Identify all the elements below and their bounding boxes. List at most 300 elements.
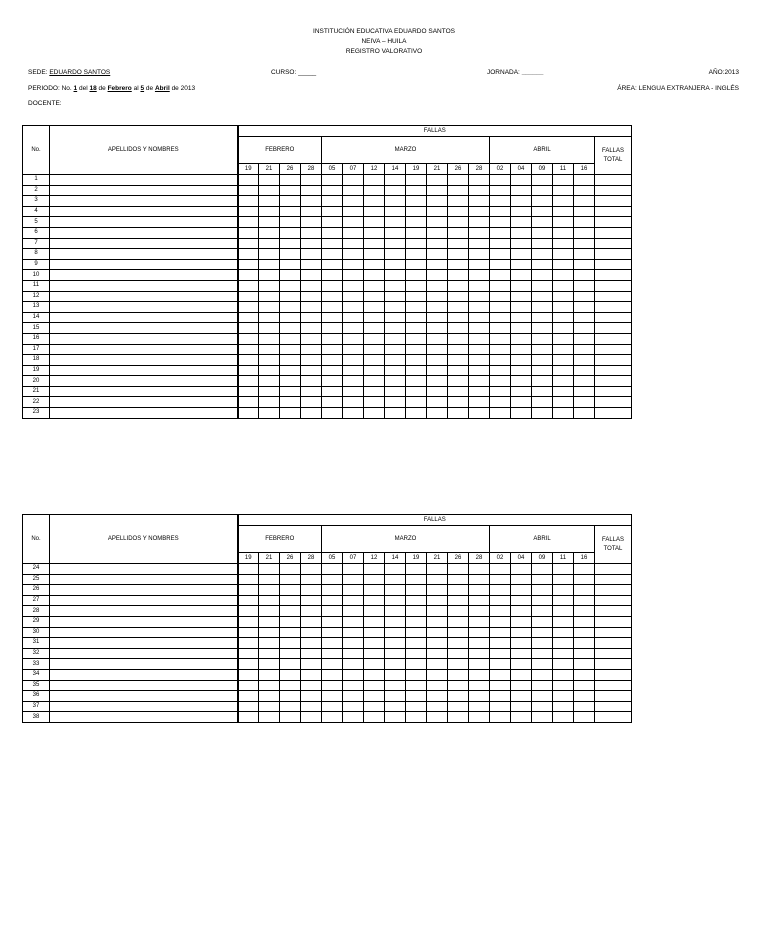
absence-cell[interactable] [259, 227, 280, 238]
absence-cell[interactable] [427, 376, 448, 387]
absence-cell[interactable] [406, 638, 427, 649]
fallas-total-cell[interactable] [595, 659, 632, 670]
student-name-cell[interactable] [50, 595, 238, 606]
absence-cell[interactable] [511, 616, 532, 627]
absence-cell[interactable] [574, 355, 595, 366]
absence-cell[interactable] [406, 238, 427, 249]
fallas-total-cell[interactable] [595, 638, 632, 649]
student-name-cell[interactable] [50, 627, 238, 638]
absence-cell[interactable] [574, 585, 595, 596]
absence-cell[interactable] [259, 397, 280, 408]
absence-cell[interactable] [406, 680, 427, 691]
absence-cell[interactable] [448, 627, 469, 638]
absence-cell[interactable] [448, 691, 469, 702]
absence-cell[interactable] [364, 344, 385, 355]
absence-cell[interactable] [490, 355, 511, 366]
absence-cell[interactable] [427, 323, 448, 334]
absence-cell[interactable] [301, 302, 322, 313]
absence-cell[interactable] [553, 280, 574, 291]
fallas-total-cell[interactable] [595, 206, 632, 217]
absence-cell[interactable] [406, 312, 427, 323]
absence-cell[interactable] [385, 206, 406, 217]
absence-cell[interactable] [427, 585, 448, 596]
absence-cell[interactable] [322, 355, 343, 366]
absence-cell[interactable] [385, 175, 406, 186]
absence-cell[interactable] [553, 323, 574, 334]
absence-cell[interactable] [469, 712, 490, 723]
absence-cell[interactable] [574, 249, 595, 260]
absence-cell[interactable] [238, 616, 259, 627]
absence-cell[interactable] [427, 397, 448, 408]
absence-cell[interactable] [406, 712, 427, 723]
absence-cell[interactable] [343, 185, 364, 196]
absence-cell[interactable] [427, 249, 448, 260]
absence-cell[interactable] [427, 659, 448, 670]
absence-cell[interactable] [511, 323, 532, 334]
absence-cell[interactable] [259, 712, 280, 723]
absence-cell[interactable] [238, 638, 259, 649]
absence-cell[interactable] [343, 344, 364, 355]
absence-cell[interactable] [511, 280, 532, 291]
absence-cell[interactable] [448, 259, 469, 270]
absence-cell[interactable] [322, 333, 343, 344]
absence-cell[interactable] [343, 397, 364, 408]
absence-cell[interactable] [490, 648, 511, 659]
absence-cell[interactable] [259, 638, 280, 649]
absence-cell[interactable] [553, 185, 574, 196]
absence-cell[interactable] [364, 691, 385, 702]
absence-cell[interactable] [469, 344, 490, 355]
absence-cell[interactable] [532, 175, 553, 186]
absence-cell[interactable] [343, 712, 364, 723]
absence-cell[interactable] [511, 585, 532, 596]
absence-cell[interactable] [511, 270, 532, 281]
absence-cell[interactable] [301, 217, 322, 228]
absence-cell[interactable] [385, 574, 406, 585]
absence-cell[interactable] [532, 312, 553, 323]
absence-cell[interactable] [238, 270, 259, 281]
absence-cell[interactable] [448, 365, 469, 376]
absence-cell[interactable] [238, 280, 259, 291]
absence-cell[interactable] [490, 259, 511, 270]
absence-cell[interactable] [427, 344, 448, 355]
absence-cell[interactable] [385, 291, 406, 302]
student-name-cell[interactable] [50, 574, 238, 585]
fallas-total-cell[interactable] [595, 365, 632, 376]
absence-cell[interactable] [385, 595, 406, 606]
absence-cell[interactable] [238, 680, 259, 691]
absence-cell[interactable] [448, 574, 469, 585]
absence-cell[interactable] [448, 302, 469, 313]
absence-cell[interactable] [511, 574, 532, 585]
absence-cell[interactable] [343, 217, 364, 228]
absence-cell[interactable] [532, 648, 553, 659]
absence-cell[interactable] [364, 376, 385, 387]
absence-cell[interactable] [364, 206, 385, 217]
fallas-total-cell[interactable] [595, 585, 632, 596]
absence-cell[interactable] [406, 408, 427, 419]
absence-cell[interactable] [511, 291, 532, 302]
absence-cell[interactable] [469, 185, 490, 196]
absence-cell[interactable] [511, 606, 532, 617]
student-name-cell[interactable] [50, 606, 238, 617]
absence-cell[interactable] [364, 585, 385, 596]
absence-cell[interactable] [406, 302, 427, 313]
absence-cell[interactable] [553, 291, 574, 302]
absence-cell[interactable] [343, 333, 364, 344]
absence-cell[interactable] [364, 312, 385, 323]
absence-cell[interactable] [385, 627, 406, 638]
absence-cell[interactable] [427, 333, 448, 344]
fallas-total-cell[interactable] [595, 291, 632, 302]
absence-cell[interactable] [343, 386, 364, 397]
absence-cell[interactable] [259, 680, 280, 691]
absence-cell[interactable] [343, 291, 364, 302]
absence-cell[interactable] [427, 291, 448, 302]
absence-cell[interactable] [280, 376, 301, 387]
absence-cell[interactable] [448, 206, 469, 217]
absence-cell[interactable] [280, 280, 301, 291]
absence-cell[interactable] [238, 344, 259, 355]
absence-cell[interactable] [301, 344, 322, 355]
absence-cell[interactable] [427, 238, 448, 249]
absence-cell[interactable] [364, 302, 385, 313]
absence-cell[interactable] [532, 691, 553, 702]
absence-cell[interactable] [280, 312, 301, 323]
absence-cell[interactable] [280, 344, 301, 355]
absence-cell[interactable] [553, 344, 574, 355]
absence-cell[interactable] [553, 206, 574, 217]
absence-cell[interactable] [238, 196, 259, 207]
absence-cell[interactable] [301, 333, 322, 344]
absence-cell[interactable] [532, 196, 553, 207]
student-name-cell[interactable] [50, 701, 238, 712]
absence-cell[interactable] [322, 397, 343, 408]
absence-cell[interactable] [259, 691, 280, 702]
absence-cell[interactable] [427, 616, 448, 627]
student-name-cell[interactable] [50, 659, 238, 670]
absence-cell[interactable] [448, 386, 469, 397]
student-name-cell[interactable] [50, 691, 238, 702]
absence-cell[interactable] [553, 249, 574, 260]
absence-cell[interactable] [322, 638, 343, 649]
absence-cell[interactable] [343, 701, 364, 712]
absence-cell[interactable] [448, 712, 469, 723]
absence-cell[interactable] [574, 333, 595, 344]
absence-cell[interactable] [343, 659, 364, 670]
absence-cell[interactable] [364, 323, 385, 334]
absence-cell[interactable] [322, 701, 343, 712]
absence-cell[interactable] [532, 376, 553, 387]
absence-cell[interactable] [259, 595, 280, 606]
absence-cell[interactable] [532, 217, 553, 228]
absence-cell[interactable] [259, 312, 280, 323]
absence-cell[interactable] [238, 386, 259, 397]
absence-cell[interactable] [532, 680, 553, 691]
absence-cell[interactable] [301, 595, 322, 606]
absence-cell[interactable] [553, 376, 574, 387]
absence-cell[interactable] [448, 564, 469, 575]
fallas-total-cell[interactable] [595, 196, 632, 207]
absence-cell[interactable] [343, 680, 364, 691]
absence-cell[interactable] [469, 595, 490, 606]
fallas-total-cell[interactable] [595, 280, 632, 291]
absence-cell[interactable] [322, 217, 343, 228]
absence-cell[interactable] [511, 712, 532, 723]
absence-cell[interactable] [280, 669, 301, 680]
absence-cell[interactable] [343, 564, 364, 575]
absence-cell[interactable] [448, 376, 469, 387]
absence-cell[interactable] [385, 659, 406, 670]
absence-cell[interactable] [322, 691, 343, 702]
absence-cell[interactable] [259, 196, 280, 207]
absence-cell[interactable] [469, 291, 490, 302]
absence-cell[interactable] [490, 323, 511, 334]
absence-cell[interactable] [364, 227, 385, 238]
absence-cell[interactable] [469, 669, 490, 680]
absence-cell[interactable] [574, 595, 595, 606]
absence-cell[interactable] [574, 659, 595, 670]
absence-cell[interactable] [427, 217, 448, 228]
absence-cell[interactable] [385, 564, 406, 575]
absence-cell[interactable] [511, 386, 532, 397]
absence-cell[interactable] [259, 386, 280, 397]
absence-cell[interactable] [322, 323, 343, 334]
student-name-cell[interactable] [50, 217, 238, 228]
absence-cell[interactable] [343, 574, 364, 585]
absence-cell[interactable] [448, 217, 469, 228]
absence-cell[interactable] [490, 376, 511, 387]
absence-cell[interactable] [469, 408, 490, 419]
absence-cell[interactable] [448, 408, 469, 419]
absence-cell[interactable] [343, 323, 364, 334]
absence-cell[interactable] [385, 259, 406, 270]
absence-cell[interactable] [532, 564, 553, 575]
absence-cell[interactable] [280, 386, 301, 397]
absence-cell[interactable] [553, 270, 574, 281]
absence-cell[interactable] [280, 249, 301, 260]
absence-cell[interactable] [364, 616, 385, 627]
student-name-cell[interactable] [50, 259, 238, 270]
absence-cell[interactable] [511, 196, 532, 207]
absence-cell[interactable] [301, 238, 322, 249]
absence-cell[interactable] [238, 323, 259, 334]
student-name-cell[interactable] [50, 196, 238, 207]
absence-cell[interactable] [322, 227, 343, 238]
absence-cell[interactable] [406, 270, 427, 281]
absence-cell[interactable] [553, 227, 574, 238]
absence-cell[interactable] [301, 701, 322, 712]
fallas-total-cell[interactable] [595, 238, 632, 249]
absence-cell[interactable] [259, 376, 280, 387]
absence-cell[interactable] [322, 712, 343, 723]
absence-cell[interactable] [259, 206, 280, 217]
fallas-total-cell[interactable] [595, 302, 632, 313]
absence-cell[interactable] [469, 648, 490, 659]
absence-cell[interactable] [553, 312, 574, 323]
fallas-total-cell[interactable] [595, 648, 632, 659]
absence-cell[interactable] [469, 323, 490, 334]
absence-cell[interactable] [553, 333, 574, 344]
absence-cell[interactable] [238, 175, 259, 186]
absence-cell[interactable] [259, 259, 280, 270]
absence-cell[interactable] [385, 270, 406, 281]
absence-cell[interactable] [343, 227, 364, 238]
absence-cell[interactable] [532, 323, 553, 334]
absence-cell[interactable] [490, 291, 511, 302]
absence-cell[interactable] [574, 196, 595, 207]
fallas-total-cell[interactable] [595, 312, 632, 323]
absence-cell[interactable] [385, 376, 406, 387]
absence-cell[interactable] [238, 659, 259, 670]
absence-cell[interactable] [406, 280, 427, 291]
absence-cell[interactable] [238, 627, 259, 638]
absence-cell[interactable] [427, 564, 448, 575]
student-name-cell[interactable] [50, 376, 238, 387]
absence-cell[interactable] [490, 638, 511, 649]
absence-cell[interactable] [364, 386, 385, 397]
absence-cell[interactable] [511, 648, 532, 659]
absence-cell[interactable] [490, 659, 511, 670]
absence-cell[interactable] [301, 280, 322, 291]
absence-cell[interactable] [448, 175, 469, 186]
absence-cell[interactable] [469, 691, 490, 702]
absence-cell[interactable] [574, 712, 595, 723]
absence-cell[interactable] [322, 659, 343, 670]
absence-cell[interactable] [385, 691, 406, 702]
absence-cell[interactable] [448, 185, 469, 196]
student-name-cell[interactable] [50, 397, 238, 408]
absence-cell[interactable] [511, 227, 532, 238]
absence-cell[interactable] [259, 238, 280, 249]
student-name-cell[interactable] [50, 312, 238, 323]
absence-cell[interactable] [427, 691, 448, 702]
absence-cell[interactable] [469, 365, 490, 376]
absence-cell[interactable] [385, 302, 406, 313]
absence-cell[interactable] [553, 386, 574, 397]
absence-cell[interactable] [553, 585, 574, 596]
absence-cell[interactable] [301, 365, 322, 376]
absence-cell[interactable] [364, 595, 385, 606]
absence-cell[interactable] [427, 669, 448, 680]
absence-cell[interactable] [469, 259, 490, 270]
student-name-cell[interactable] [50, 323, 238, 334]
absence-cell[interactable] [448, 323, 469, 334]
absence-cell[interactable] [238, 355, 259, 366]
absence-cell[interactable] [301, 669, 322, 680]
absence-cell[interactable] [406, 606, 427, 617]
absence-cell[interactable] [364, 196, 385, 207]
absence-cell[interactable] [511, 312, 532, 323]
absence-cell[interactable] [259, 648, 280, 659]
absence-cell[interactable] [322, 595, 343, 606]
absence-cell[interactable] [469, 638, 490, 649]
absence-cell[interactable] [301, 638, 322, 649]
absence-cell[interactable] [280, 574, 301, 585]
absence-cell[interactable] [469, 302, 490, 313]
absence-cell[interactable] [574, 323, 595, 334]
student-name-cell[interactable] [50, 585, 238, 596]
absence-cell[interactable] [532, 701, 553, 712]
absence-cell[interactable] [553, 648, 574, 659]
absence-cell[interactable] [280, 333, 301, 344]
absence-cell[interactable] [301, 691, 322, 702]
absence-cell[interactable] [322, 616, 343, 627]
absence-cell[interactable] [322, 680, 343, 691]
absence-cell[interactable] [553, 680, 574, 691]
absence-cell[interactable] [343, 175, 364, 186]
fallas-total-cell[interactable] [595, 333, 632, 344]
absence-cell[interactable] [469, 270, 490, 281]
fallas-total-cell[interactable] [595, 185, 632, 196]
absence-cell[interactable] [343, 638, 364, 649]
absence-cell[interactable] [448, 238, 469, 249]
absence-cell[interactable] [427, 648, 448, 659]
absence-cell[interactable] [532, 238, 553, 249]
absence-cell[interactable] [406, 227, 427, 238]
absence-cell[interactable] [322, 564, 343, 575]
absence-cell[interactable] [280, 227, 301, 238]
absence-cell[interactable] [553, 397, 574, 408]
absence-cell[interactable] [385, 397, 406, 408]
fallas-total-cell[interactable] [595, 249, 632, 260]
absence-cell[interactable] [280, 680, 301, 691]
absence-cell[interactable] [259, 280, 280, 291]
absence-cell[interactable] [322, 259, 343, 270]
absence-cell[interactable] [574, 408, 595, 419]
student-name-cell[interactable] [50, 616, 238, 627]
absence-cell[interactable] [511, 638, 532, 649]
student-name-cell[interactable] [50, 680, 238, 691]
absence-cell[interactable] [301, 564, 322, 575]
absence-cell[interactable] [280, 196, 301, 207]
absence-cell[interactable] [469, 616, 490, 627]
absence-cell[interactable] [301, 227, 322, 238]
absence-cell[interactable] [238, 669, 259, 680]
absence-cell[interactable] [238, 606, 259, 617]
absence-cell[interactable] [490, 627, 511, 638]
absence-cell[interactable] [532, 302, 553, 313]
absence-cell[interactable] [406, 585, 427, 596]
absence-cell[interactable] [532, 627, 553, 638]
absence-cell[interactable] [490, 365, 511, 376]
absence-cell[interactable] [385, 227, 406, 238]
absence-cell[interactable] [574, 680, 595, 691]
absence-cell[interactable] [511, 333, 532, 344]
absence-cell[interactable] [427, 701, 448, 712]
absence-cell[interactable] [574, 175, 595, 186]
absence-cell[interactable] [469, 386, 490, 397]
absence-cell[interactable] [385, 712, 406, 723]
absence-cell[interactable] [532, 185, 553, 196]
absence-cell[interactable] [406, 206, 427, 217]
absence-cell[interactable] [343, 312, 364, 323]
absence-cell[interactable] [364, 680, 385, 691]
absence-cell[interactable] [553, 616, 574, 627]
absence-cell[interactable] [511, 217, 532, 228]
absence-cell[interactable] [553, 408, 574, 419]
absence-cell[interactable] [406, 355, 427, 366]
absence-cell[interactable] [553, 259, 574, 270]
absence-cell[interactable] [259, 585, 280, 596]
student-name-cell[interactable] [50, 270, 238, 281]
student-name-cell[interactable] [50, 344, 238, 355]
fallas-total-cell[interactable] [595, 595, 632, 606]
absence-cell[interactable] [364, 333, 385, 344]
absence-cell[interactable] [427, 175, 448, 186]
absence-cell[interactable] [406, 323, 427, 334]
absence-cell[interactable] [532, 206, 553, 217]
